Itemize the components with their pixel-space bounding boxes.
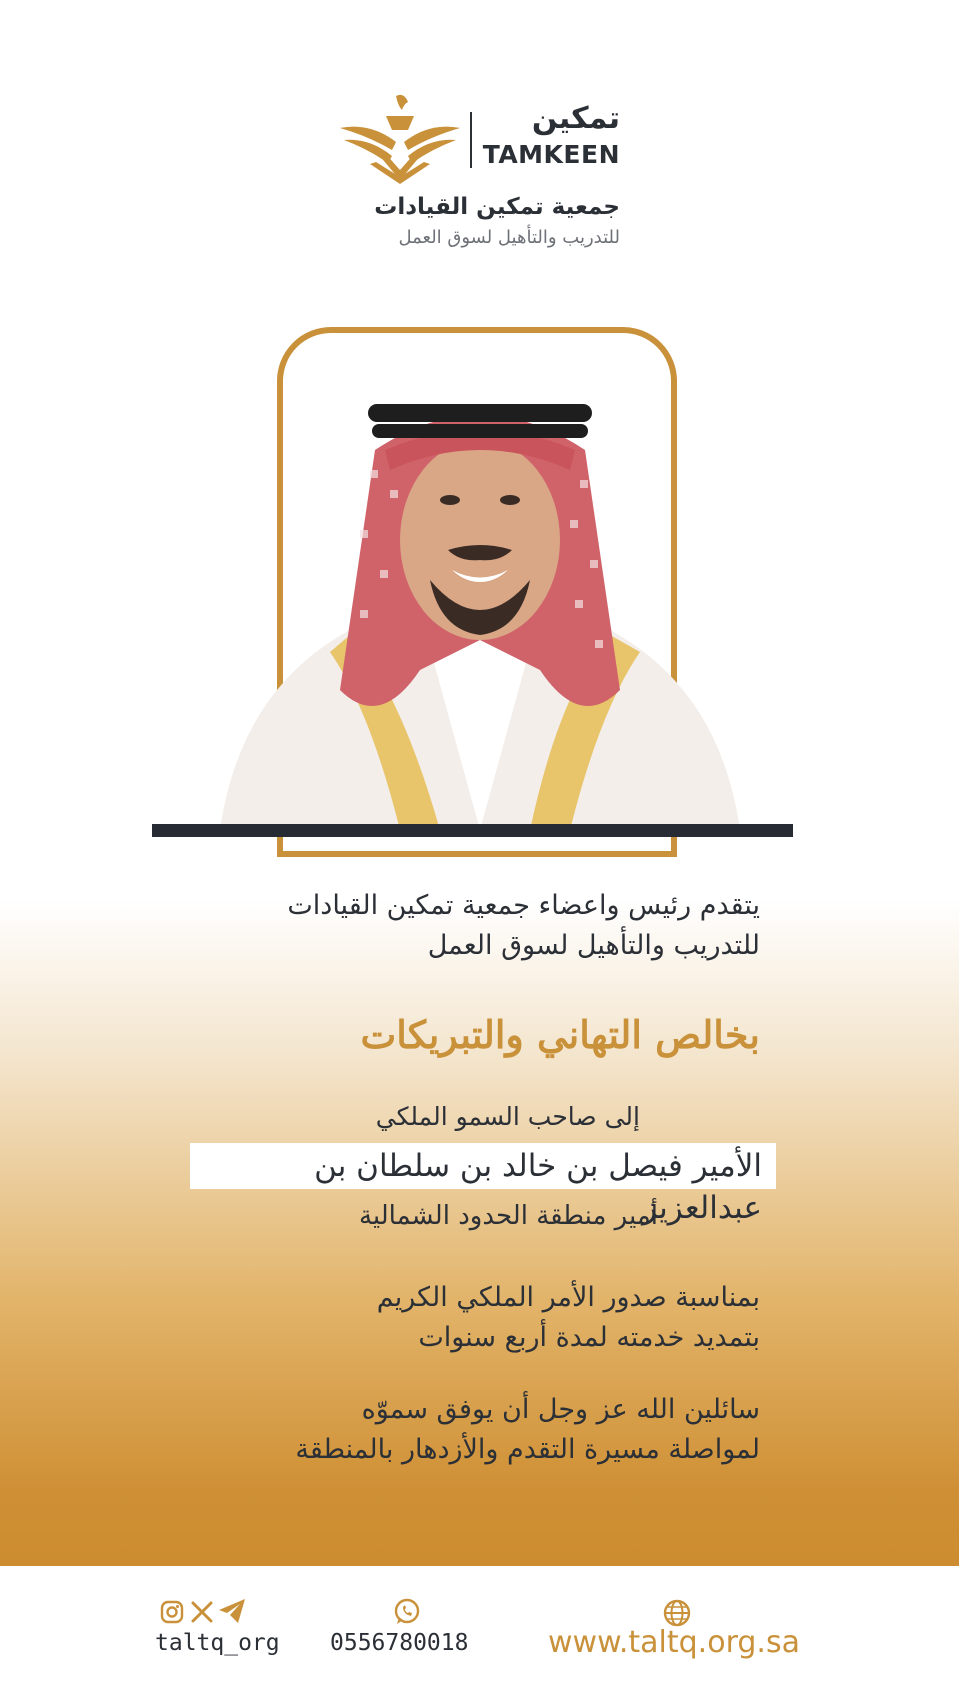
congratulations-heading: بخالص التهاني والتبريكات bbox=[360, 1012, 760, 1057]
association-tagline: للتدريب والتأهيل لسوق العمل bbox=[398, 227, 620, 248]
prayer-line-2: لمواصلة مسيرة التقدم والأزدهار بالمنطقة bbox=[295, 1434, 760, 1465]
prince-title: أمير منطقة الحدود الشمالية bbox=[358, 1201, 658, 1231]
intro-line-1: يتقدم رئيس واعضاء جمعية تمكين القيادات bbox=[287, 890, 760, 921]
honorific-line: إلى صاحب السمو الملكي bbox=[375, 1102, 640, 1131]
social-handle[interactable]: taltq_org bbox=[155, 1630, 280, 1656]
prayer-line-1: سائلين الله عز وجل أن يوفق سموّه bbox=[361, 1394, 760, 1425]
whatsapp-icon[interactable] bbox=[393, 1598, 421, 1626]
occasion-line-2: بتمديد خدمته لمدة أربع سنوات bbox=[418, 1322, 760, 1353]
prince-name: الأمير فيصل بن خالد بن سلطان بن عبدالعزيز bbox=[314, 1148, 762, 1226]
tamkeen-eagle-logo-icon bbox=[340, 92, 460, 184]
brand-name-arabic: تمكين bbox=[531, 101, 620, 136]
association-name: جمعية تمكين القيادات bbox=[374, 194, 620, 220]
instagram-icon[interactable] bbox=[160, 1600, 184, 1624]
logo bbox=[320, 92, 640, 262]
telegram-icon[interactable] bbox=[218, 1598, 246, 1624]
x-twitter-icon[interactable] bbox=[190, 1600, 214, 1624]
brand-name-english: TAMKEEN bbox=[482, 140, 620, 169]
occasion-line-1: بمناسبة صدور الأمر الملكي الكريم bbox=[376, 1282, 760, 1313]
logo-divider bbox=[470, 112, 472, 168]
portrait-base-bar bbox=[152, 824, 793, 837]
portrait-photo bbox=[200, 390, 760, 830]
intro-line-2: للتدريب والتأهيل لسوق العمل bbox=[427, 930, 760, 961]
website-link[interactable]: www.taltq.org.sa bbox=[548, 1625, 800, 1660]
phone-number[interactable]: 0556780018 bbox=[330, 1630, 469, 1656]
